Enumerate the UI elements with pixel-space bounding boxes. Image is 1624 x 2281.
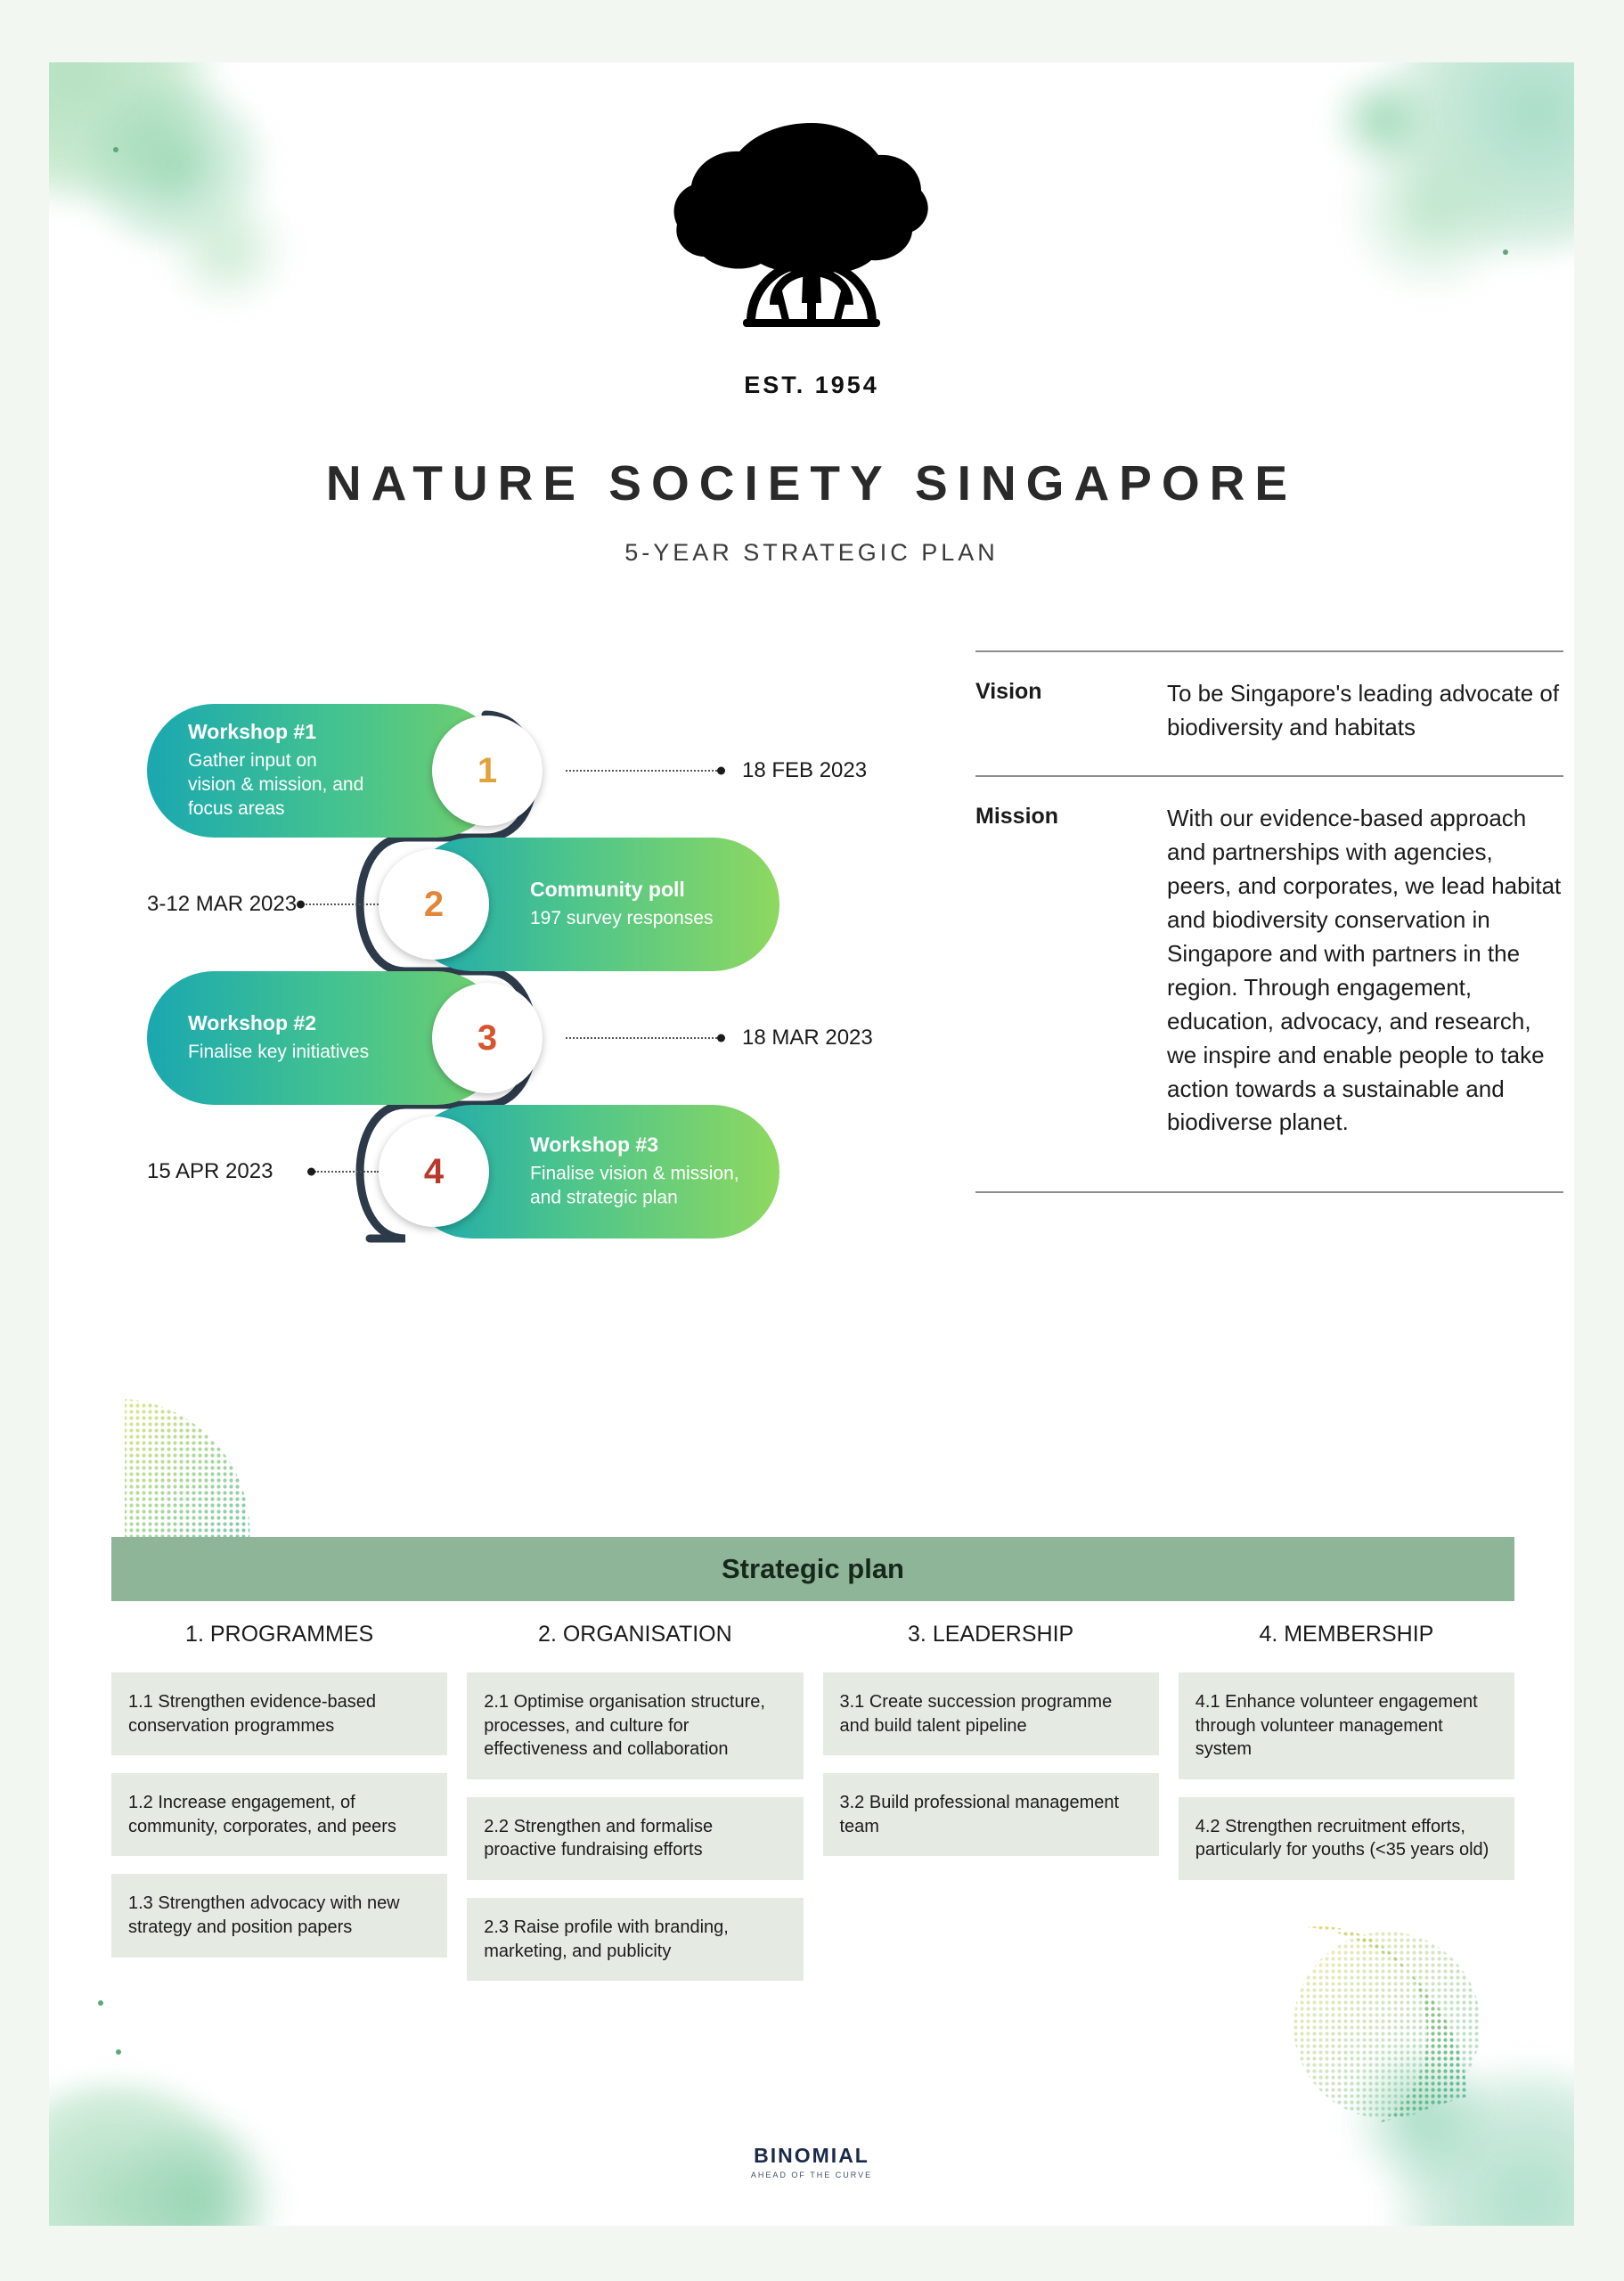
timeline-leader-line: [566, 1037, 717, 1041]
page-subtitle: 5-YEAR STRATEGIC PLAN: [624, 539, 999, 566]
strategic-item: 4.1 Enhance volunteer engagement through volunteer management system: [1179, 1672, 1514, 1779]
document-page: [49, 62, 1574, 2226]
divider: [975, 1191, 1563, 1193]
footer-tagline: AHEAD OF THE CURVE: [750, 2171, 873, 2179]
strategic-item: 4.2 Strengthen recruitment efforts, particularly for youths (<35 years old): [1179, 1797, 1514, 1880]
timeline-step-title: Workshop #3: [530, 1132, 658, 1157]
established-label: EST. 1954: [744, 372, 879, 398]
page-title: NATURE SOCIETY SINGAPORE: [325, 455, 1298, 511]
accent-dot: [116, 2049, 121, 2055]
strategic-item: 3.1 Create succession programme and build talent pipeline: [823, 1672, 1159, 1755]
timeline-step: [147, 971, 913, 1105]
halftone-decoration-left: [116, 1390, 267, 1550]
timeline: [147, 704, 913, 1354]
timeline-date: 18 FEB 2023: [742, 758, 868, 782]
strategic-plan-columns: [111, 1622, 1514, 1999]
strategic-column-leadership: [823, 1622, 1159, 1999]
timeline-step-title: Workshop #1: [188, 720, 316, 744]
timeline-step-desc: Finalise vision & mission, and strategic plan: [530, 1163, 739, 1208]
strategic-item: 3.2 Build professional management team: [823, 1773, 1159, 1856]
accent-dot: [98, 2000, 103, 2006]
footer-brand: BINOMIAL: [754, 2144, 869, 2167]
timeline-step: [147, 838, 913, 971]
timeline-number-label: 4: [423, 1151, 445, 1191]
timeline-date: 15 APR 2023: [147, 1159, 273, 1183]
strategic-item: 2.2 Strengthen and formalise proactive fundraising efforts: [467, 1797, 803, 1880]
column-heading: 1. PROGRAMMES: [185, 1622, 374, 1647]
timeline-leader-line: [303, 903, 379, 907]
strategic-item: 2.1 Optimise organisation structure, processes, and culture for effectiveness and collaboration: [467, 1672, 803, 1779]
timeline-step-number: [432, 715, 543, 826]
timeline-number-label: 3: [477, 1018, 498, 1058]
timeline-step: [147, 704, 913, 838]
timeline-step-number: [379, 849, 489, 960]
timeline-number-label: 1: [477, 750, 498, 790]
column-heading: 4. MEMBERSHIP: [1259, 1622, 1434, 1647]
timeline-leader-dot: [717, 767, 725, 775]
strategic-item: 1.1 Strengthen evidence-based conservation programmes: [111, 1672, 447, 1755]
timeline-leader-line: [566, 770, 717, 773]
timeline-step: [147, 1105, 913, 1239]
column-heading: 3. LEADERSHIP: [908, 1622, 1074, 1647]
timeline-leader-dot: [307, 1168, 315, 1176]
timeline-leader-dot: [717, 1034, 725, 1042]
divider: [975, 650, 1563, 652]
mission-block: [975, 802, 1563, 1140]
vision-mission-section: [975, 650, 1563, 1218]
timeline-date: 3-12 MAR 2023: [147, 892, 298, 916]
timeline-leader-dot: [297, 901, 305, 909]
strategic-plan-banner: Strategic plan: [111, 1537, 1514, 1601]
strategic-item: 1.2 Increase engagement, of community, corporates, and peers: [111, 1773, 447, 1856]
footer: [49, 2144, 1574, 2179]
timeline-date: 18 MAR 2023: [742, 1026, 873, 1050]
vision-label: Vision: [975, 679, 1042, 704]
divider: [975, 775, 1563, 777]
mission-text: With our evidence-based approach and partnerships with agencies, peers, and corporates, we lead habitat and biodiversity conservation in Singapore and with partners in the region. Through engagement, education, advocacy, and research, we inspire and enable people to take action towards a sustainable and biodiverse planet.: [1167, 804, 1562, 1136]
timeline-step-desc: 197 survey responses: [530, 908, 714, 929]
timeline-leader-line: [314, 1171, 379, 1174]
strategic-item: 2.3 Raise profile with branding, marketing, and publicity: [467, 1898, 803, 1981]
timeline-step-number: [432, 983, 543, 1093]
vision-text: To be Singapore's leading advocate of biodiversity and habitats: [1167, 680, 1560, 740]
strategic-item: 1.3 Strengthen advocacy with new strategy and position papers: [111, 1874, 447, 1957]
vision-block: [975, 677, 1563, 745]
tree-logo-icon: [665, 116, 959, 365]
column-heading: 2. ORGANISATION: [538, 1622, 732, 1647]
timeline-step-title: Workshop #2: [188, 1011, 316, 1035]
timeline-step-desc: Gather input on vision & mission, and focus areas: [188, 750, 364, 819]
timeline-step-number: [379, 1116, 489, 1227]
strategic-column-organisation: [467, 1622, 803, 1999]
timeline-number-label: 2: [423, 884, 445, 924]
timeline-step-title: Community poll: [530, 878, 685, 902]
logo-block: [49, 116, 1574, 399]
mission-label: Mission: [975, 803, 1059, 829]
strategic-column-programmes: [111, 1622, 447, 1999]
timeline-step-desc: Finalise key initiatives: [188, 1042, 370, 1063]
strategic-column-membership: [1179, 1622, 1514, 1999]
